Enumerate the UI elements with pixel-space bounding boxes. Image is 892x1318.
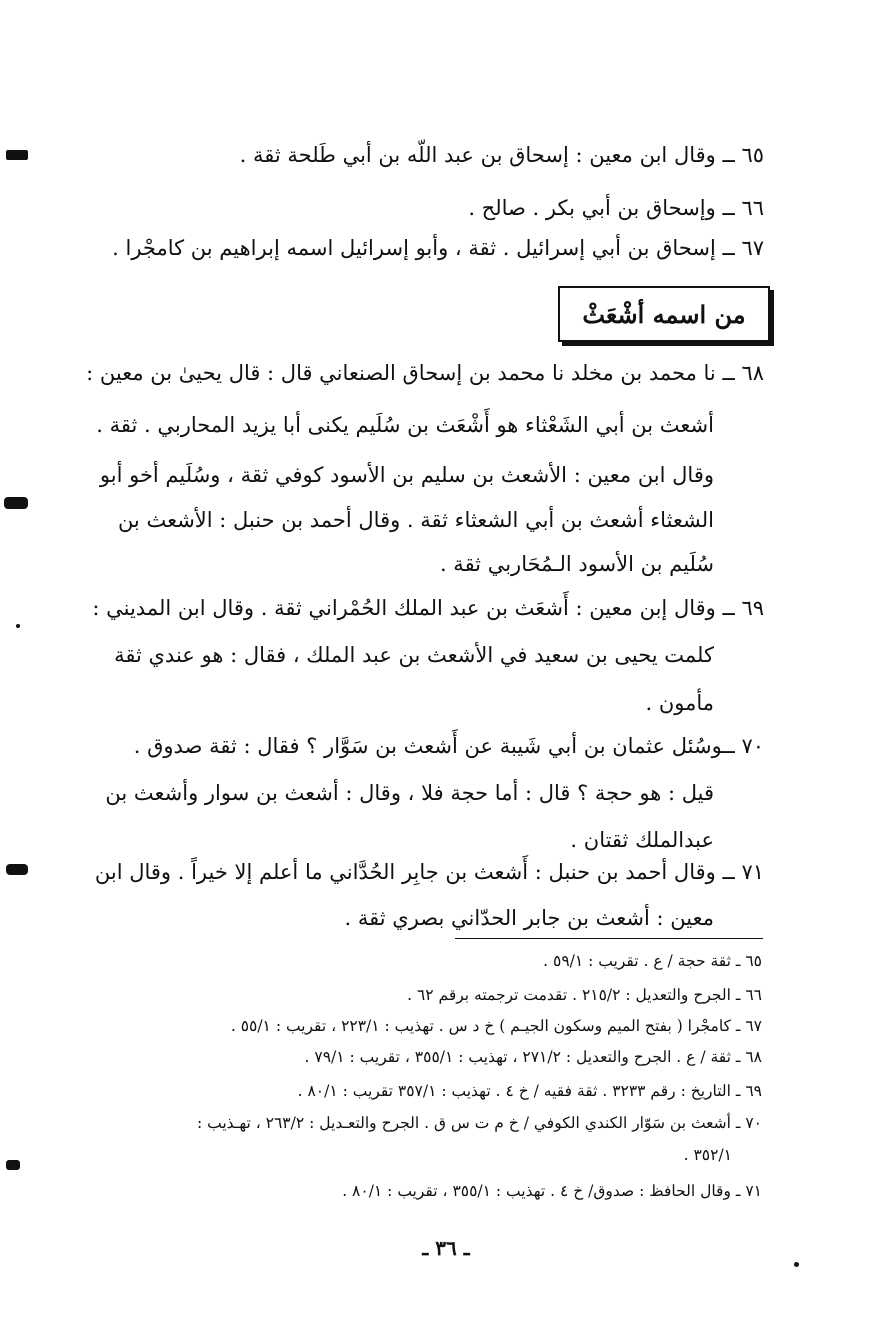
footnote-65: ٦٥ ـ ثقة حجة / ع . تقريب : ٥٩/١ . <box>543 952 762 970</box>
text-line-68: ٦٨ ــ نا محمد بن مخلد نا محمد بن إسحاق الصنعاني قال : قال يحيىٰ بن معين : <box>86 361 764 385</box>
margin-mark <box>6 864 28 875</box>
text-line-66: ٦٦ ــ وإسحاق بن أبي بكر . صالح . <box>468 196 764 220</box>
section-heading: من اسمه أشْعَثْ <box>558 286 770 342</box>
page-number: ـ ٣٦ ـ <box>422 1236 470 1260</box>
text-line-71: ٧١ ــ وقال أحمد بن حنبل : أَشعث بن جابِر الحُدَّاني ما أعلم إلا خيراً . وقال ابن <box>94 860 764 884</box>
margin-mark <box>4 497 28 509</box>
text-line: عبدالملك ثقتان . <box>570 828 714 852</box>
text-line: سُلَيم بن الأسود الـمُحَاربي ثقة . <box>439 552 714 576</box>
footnote-69: ٦٩ ـ التاريخ : رقم ٣٢٣٣ . ثقة فقيه / خ ٤ . تهذيب : ٣٥٧/١ تقريب : ٨٠/١ . <box>297 1082 762 1100</box>
text-line: قيل : هو حجة ؟ قال : أما حجة فلا ، وقال : أشعث بن سوار وأشعث بن <box>105 781 714 805</box>
footnote-68: ٦٨ ـ ثقة / ع . الجرح والتعديل : ٢٧١/٢ ، تهذيب : ٣٥٥/١ ، تقريب : ٧٩/١ . <box>304 1048 762 1066</box>
footnote-71: ٧١ ـ وقال الحافظ : صدوق/ خ ٤ . تهذيب : ٣٥٥/١ ، تقريب : ٨٠/١ . <box>342 1182 762 1200</box>
footnote-70-continued: ٣٥٢/١ . <box>683 1146 732 1164</box>
margin-mark <box>6 150 28 160</box>
footnote-separator <box>455 938 763 939</box>
text-line: كلمت يحيى بن سعيد في الأشعث بن عبد الملك ، فقال : هو عندي ثقة <box>114 643 714 667</box>
text-line-70: ٧٠ ــوسُئل عثمان بن أبي شَيبة عن أَشعث بن سَوَّار ؟ فقال : ثقة صدوق . <box>133 734 764 758</box>
footnote-70: ٧٠ ـ أشعث بن سَوّار الكندي الكوفي / خ م ت س ق . الجرح والتعـديل : ٢٦٣/٢ ، تهـذيب : <box>196 1114 762 1132</box>
text-line: الشعثاء أشعث بن أبي الشعثاء ثقة . وقال أحمد بن حنبل : الأشعث بن <box>117 508 714 532</box>
text-line-67: ٦٧ ــ إسحاق بن أبي إسرائيل . ثقة ، وأبو إسرائيل اسمه إبراهيم بن كامجْرا . <box>112 236 764 260</box>
text-line-69: ٦٩ ــ وقال إبن معين : أَشعَث بن عبد الملك الحُمْراني ثقة . وقال ابن المديني : <box>92 596 764 620</box>
footnote-67: ٦٧ ـ كامجْرا ( بفتح الميم وسكون الجيـم ) خ د س . تهذيب : ٢٢٣/١ ، تقريب : ٥٥/١ . <box>230 1017 762 1035</box>
footnote-66: ٦٦ ـ الجرح والتعديل : ٢١٥/٢ . تقدمت ترجمته برقم ٦٢ . <box>407 986 762 1004</box>
text-line: مأمون . <box>645 691 714 715</box>
margin-mark <box>794 1262 799 1267</box>
text-line: معين : أشعث بن جابر الحدّاني بصري ثقة . <box>344 906 714 930</box>
margin-mark <box>6 1160 20 1170</box>
text-line: وقال ابن معين : الأشعث بن سليم بن الأسود كوفي ثقة ، وسُلَيم أخو أبو <box>99 463 714 487</box>
margin-mark <box>16 624 20 628</box>
text-line: أشعث بن أبي الشَعْثاء هو أَشْعَث بن سُلَيم يكنى أبا يزيد المحاربي . ثقة . <box>96 413 714 437</box>
text-line-65: ٦٥ ــ وقال ابن معين : إسحاق بن عبد اللّه بن أبي طَلحة ثقة . <box>239 143 764 167</box>
